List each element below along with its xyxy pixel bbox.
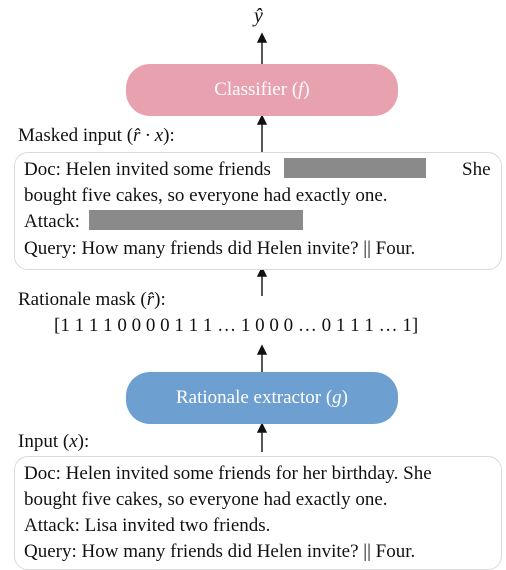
masked-input-line-1 <box>24 158 426 182</box>
input-title <box>18 430 89 454</box>
input-line-2: bought five cakes, so everyone had exactly one. <box>24 489 388 510</box>
extractor-label: Rationale extractor <box>176 387 322 408</box>
rationale-mask-title-prefix: Rationale mask ( <box>18 289 147 310</box>
masked-input-title-math: r̂ · x <box>133 125 164 146</box>
masked-input-title-prefix: Masked input ( <box>18 125 134 146</box>
rationale-mask-title <box>18 288 166 312</box>
extractor-symbol: g <box>332 387 342 408</box>
masked-input-line-1-end: She <box>462 159 491 180</box>
redaction-doc <box>284 158 426 178</box>
arrowhead-extractor <box>258 424 266 432</box>
masked-input-title <box>18 124 175 148</box>
arrowhead-classifier <box>258 116 266 124</box>
rationale-extractor-block: Rationale extractor ( g ) <box>126 372 398 424</box>
classifier-block: Classifier ( f ) <box>126 64 398 116</box>
rationale-mask-vector: [1 1 1 1 0 0 0 0 1 1 1 … 1 0 0 0 … 0 1 1 1 … 1] <box>54 315 419 336</box>
arrowhead-output <box>258 34 266 42</box>
classifier-label: Classifier <box>214 79 288 100</box>
masked-input-line-2: bought five cakes, so everyone had exactly one. <box>24 185 388 206</box>
masked-input-line-4: Query: How many friends did Helen invite? || Four. <box>24 238 416 259</box>
input-line-4: Query: How many friends did Helen invite? || Four. <box>24 541 416 562</box>
input-line-3: Attack: Lisa invited two friends. <box>24 515 271 536</box>
input-title-prefix: Input ( <box>18 431 70 452</box>
classifier-symbol: f <box>298 79 304 100</box>
masked-input-line-3 <box>24 210 303 234</box>
redaction-attack <box>89 210 303 230</box>
output-y-hat: ŷ <box>254 5 263 27</box>
input-title-math: x <box>69 431 78 452</box>
input-title-suffix: ): <box>77 431 90 452</box>
masked-input-attack-label: Attack: <box>24 211 80 232</box>
input-line-1: Doc: Helen invited some friends for her birthday. She <box>24 463 432 484</box>
arrowhead-mask <box>258 346 266 354</box>
masked-input-title-suffix: ): <box>163 125 175 146</box>
rationale-mask-title-suffix: ): <box>154 289 166 310</box>
masked-input-doc-text: Doc: Helen invited some friends <box>24 159 271 180</box>
rationale-mask-title-math: r̂ <box>146 289 155 310</box>
